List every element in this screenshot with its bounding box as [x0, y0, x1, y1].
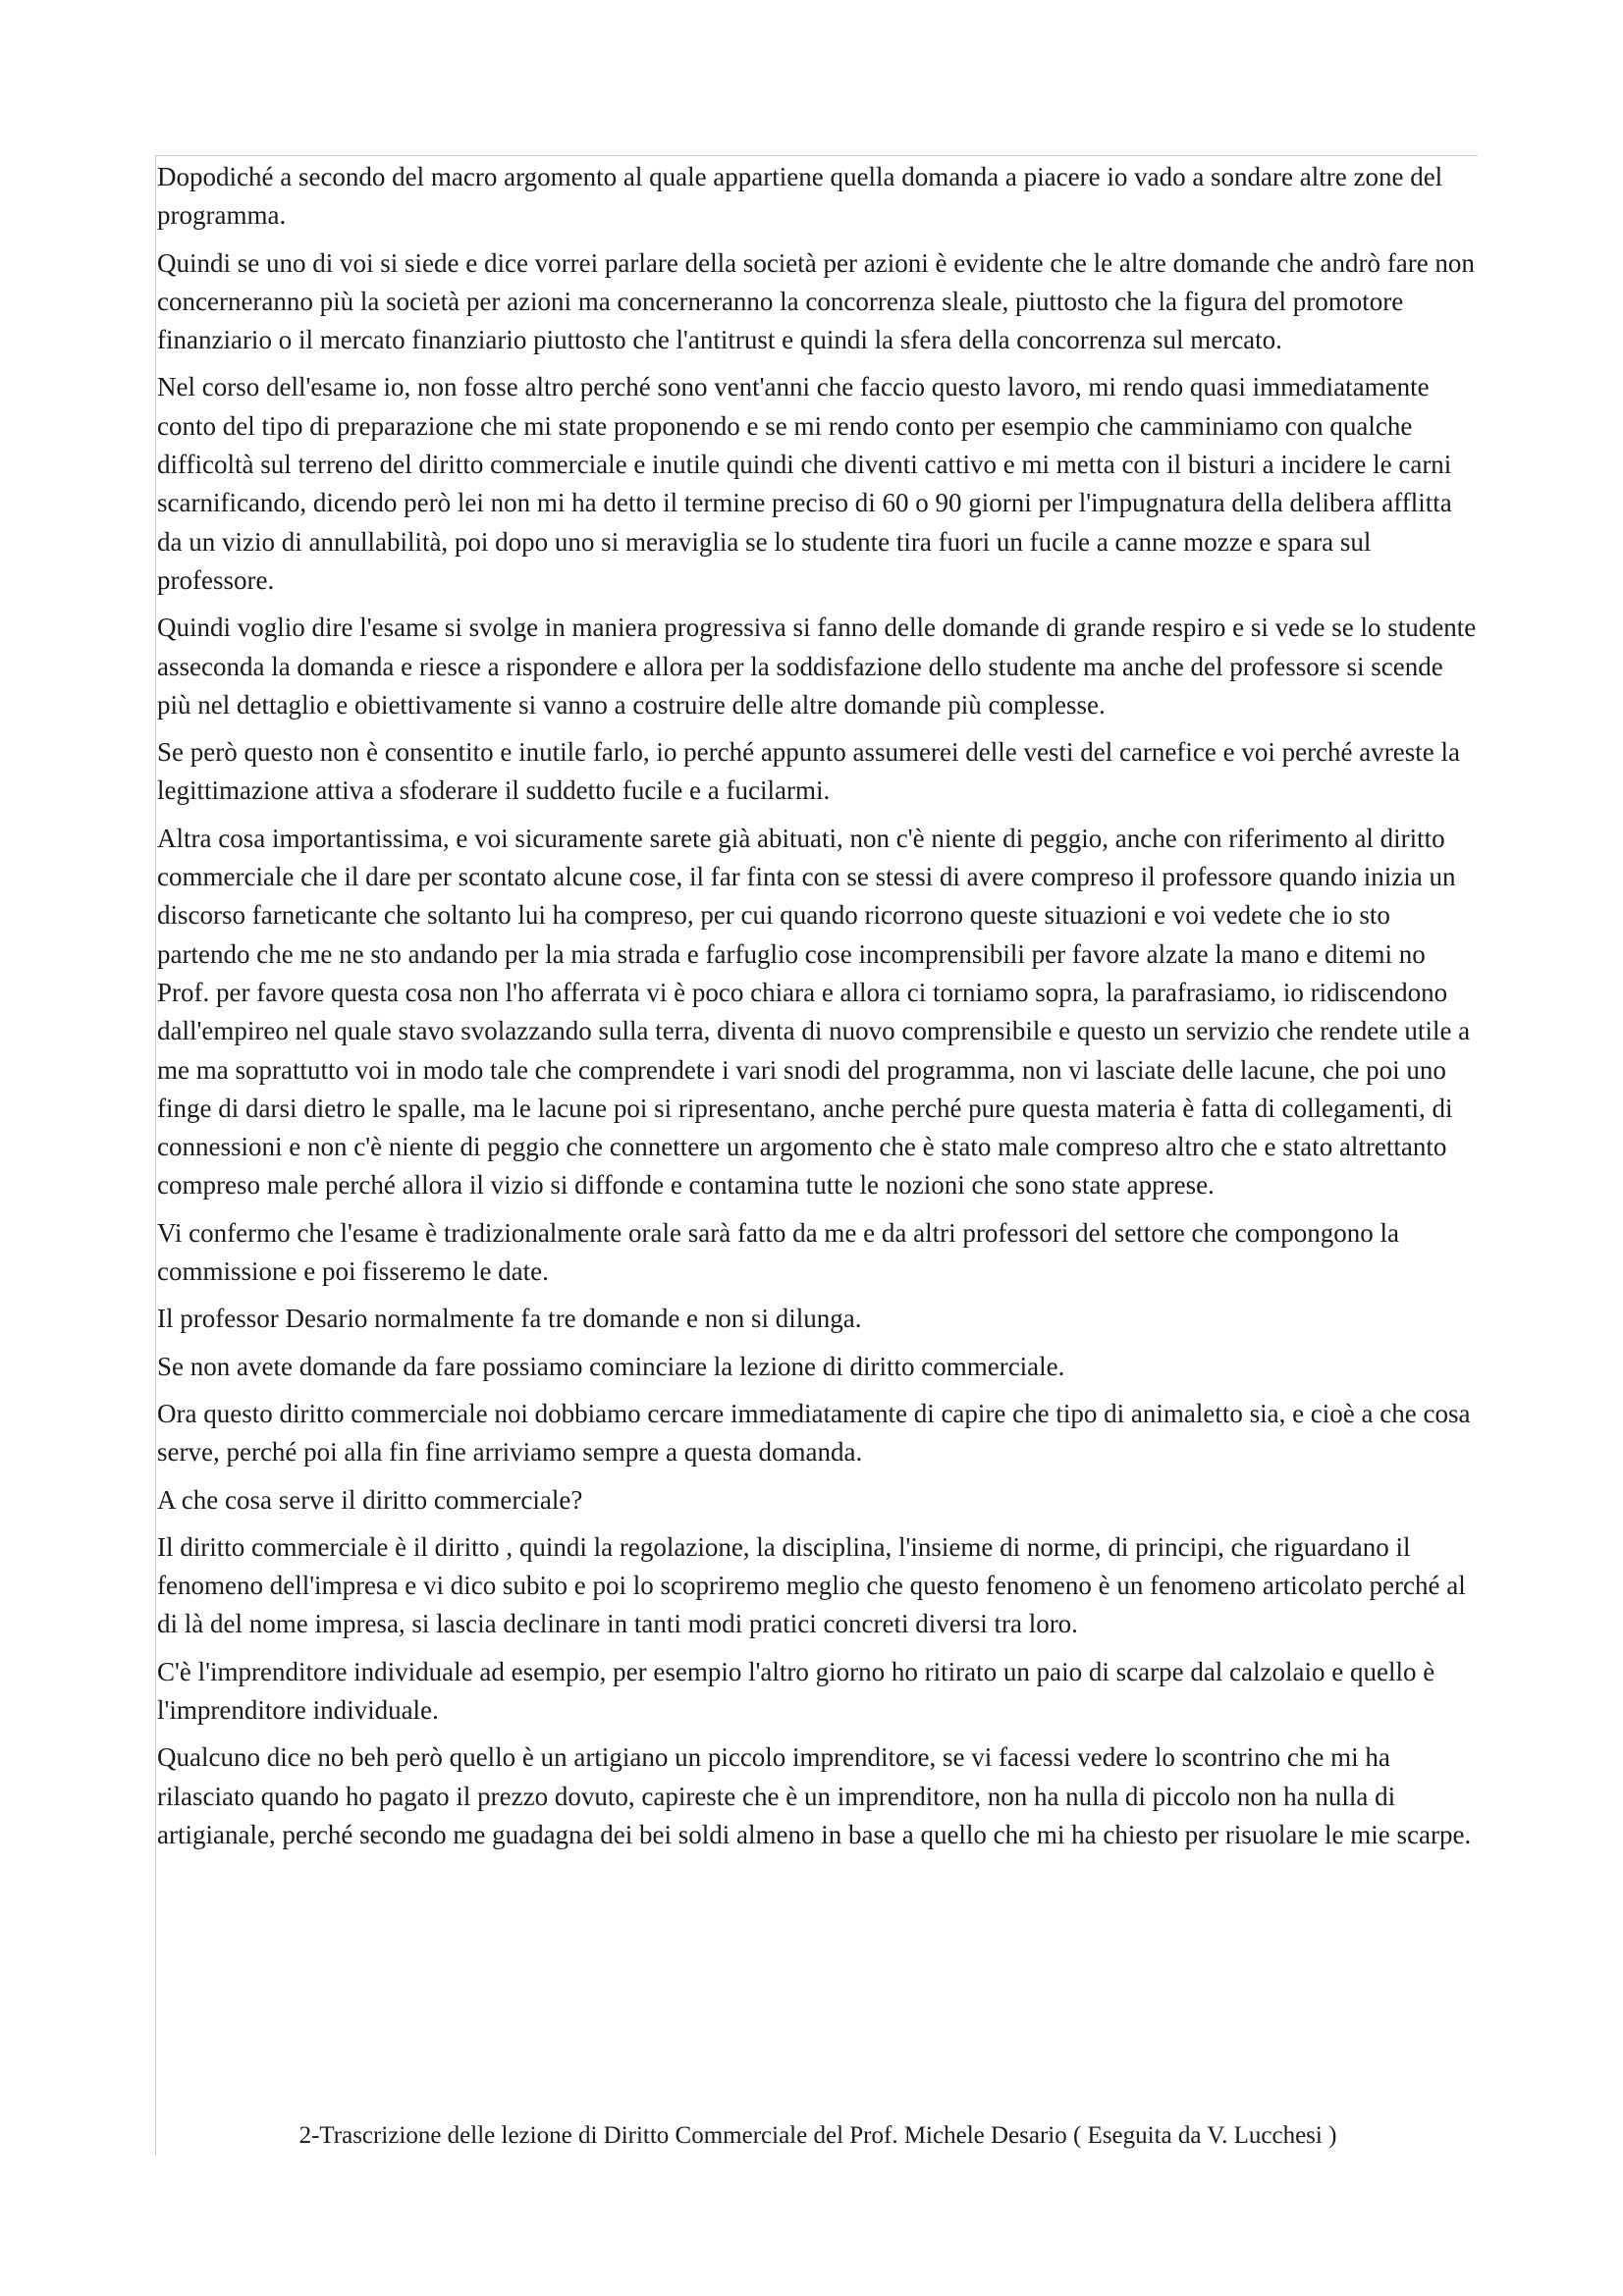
- paragraph-12: Il diritto commerciale è il diritto , quindi la regolazione, la disciplina, l'insieme di norme, di principi, che riguardano il fenomeno dell'impresa e vi dico subito e poi lo scopriremo meglio che questo fenomeno è un fenomeno articolato perché al di là del nome impresa, si lascia declinare in tanti modi pratici concreti diversi tra loro.: [157, 1531, 1466, 1639]
- paragraph-11: A che cosa serve il diritto commerciale?: [157, 1484, 583, 1515]
- paragraph-8: Il professor Desario normalmente fa tre domande e non si dilunga.: [157, 1304, 862, 1334]
- paragraph-4: Quindi voglio dire l'esame si svolge in maniera progressiva si fanno delle domande di grande respiro e si vede se lo studente asseconda la domanda e riesce a rispondere e allora per la soddisfazione dello studente ma anche del professore si scende più nel dettaglio e obiettivamente si vanno a costruire delle altre domande più complesse.: [157, 613, 1477, 720]
- paragraph-10: Ora questo diritto commerciale noi dobbiamo cercare immediatamente di capire che tipo di animaletto sia, e cioè a che cosa serve, perché poi alla fin fine arriviamo sempre a questa domanda.: [157, 1398, 1471, 1468]
- paragraph-1: Dopodiché a secondo del macro argomento al quale appartiene quella domanda a piacere io vado a sondare altre zone del programma.: [157, 162, 1443, 231]
- paragraph-6: Altra cosa importantissima, e voi sicuramente sarete già abituati, non c'è niente di peggio, anche con riferimento al diritto commerciale che il dare per scontato alcune cose, il far finta con se stessi di avere compreso il professore quando inizia un discorso farneticante che soltanto lui ha compreso, per cui quando ricorrono queste situazioni e voi vedete che io sto partendo che me ne sto andando per la mia strada e farfuglio cose incomprensibili per favore alzate la mano e ditemi no Prof. per favore questa cosa non l'ho afferrata vi è poco chiara e allora ci torniamo sopra, la parafrasiamo, io ridiscendono dall'empireo nel quale stavo svolazzando sulla terra, diventa di nuovo comprensibile e questo un servizio che rendete utile a me ma soprattutto voi in modo tale che comprendete i vari snodi del programma, non vi lasciate delle lacune, che poi uno finge di darsi dietro le spalle, ma le lacune poi si ripresentano, anche perché pure questa materia è fatta di collegamenti, di connessioni e non c'è niente di peggio che connettere un argomento che è stato male compreso altro che e stato altrettanto compreso male perché allora il vizio si diffonde e contamina tutte le nozioni che sono state apprese.: [157, 823, 1471, 1201]
- page-frame-left-rule: [155, 155, 156, 2156]
- paragraph-14: Qualcuno dice no beh però quello è un artigiano un piccolo imprenditore, se vi facessi vedere lo scontrino che mi ha rilasciato quando ho pagato il prezzo dovuto, capireste che è un imprenditore, non ha nulla di piccolo non ha nulla di artigianale, perché secondo me guadagna dei bei soldi almeno in base a quello che mi ha chiesto per risuolare le mie scarpe.: [157, 1742, 1472, 1849]
- document-body: [157, 158, 1479, 1863]
- paragraph-3: Nel corso dell'esame io, non fosse altro perché sono vent'anni che faccio questo lavoro, mi rendo quasi immediatamente conto del tipo di preparazione che mi state proponendo e se mi rendo conto per esempio che camminiamo con qualche difficoltà sul terreno del diritto commerciale e inutile quindi che diventi cattivo e mi metta con il bisturi a incidere le carni scarnificando, dicendo però lei non mi ha detto il termine preciso di 60 o 90 giorni per l'impugnatura della delibera afflitta da un vizio di annullabilità, poi dopo uno si meraviglia se lo studente tira fuori un fucile a canne mozze e spara sul professore.: [157, 372, 1452, 595]
- paragraph-5: Se però questo non è consentito e inutile farlo, io perché appunto assumerei delle vesti del carnefice e voi perché avreste la legittimazione attiva a sfoderare il suddetto fucile e a fucilarmi.: [157, 737, 1460, 806]
- paragraph-7: Vi confermo che l'esame è tradizionalmente orale sarà fatto da me e da altri professori del settore che compongono la commissione e poi fisseremo le date.: [157, 1217, 1399, 1287]
- paragraph-13: C'è l'imprenditore individuale ad esempio, per esempio l'altro giorno ho ritirato un paio di scarpe dal calzolaio e quello è l'imprenditore individuale.: [157, 1656, 1435, 1725]
- paragraph-9: Se non avete domande da fare possiamo cominciare la lezione di diritto commerciale.: [157, 1351, 1065, 1381]
- page-footer: 2-Trascrizione delle lezione di Diritto Commerciale del Prof. Michele Desario ( Eseguita da V. Lucchesi ): [298, 2122, 1337, 2149]
- paragraph-2: Quindi se uno di voi si siede e dice vorrei parlare della società per azioni è evidente che le altre domande che andrò fare non concerneranno più la società per azioni ma concerneranno la concorrenza sleale, piuttosto che la figura del promotore finanziario o il mercato finanziario piuttosto che l'antitrust e quindi la sfera della concorrenza sul mercato.: [157, 247, 1475, 355]
- page-frame-top-rule: [155, 155, 1478, 156]
